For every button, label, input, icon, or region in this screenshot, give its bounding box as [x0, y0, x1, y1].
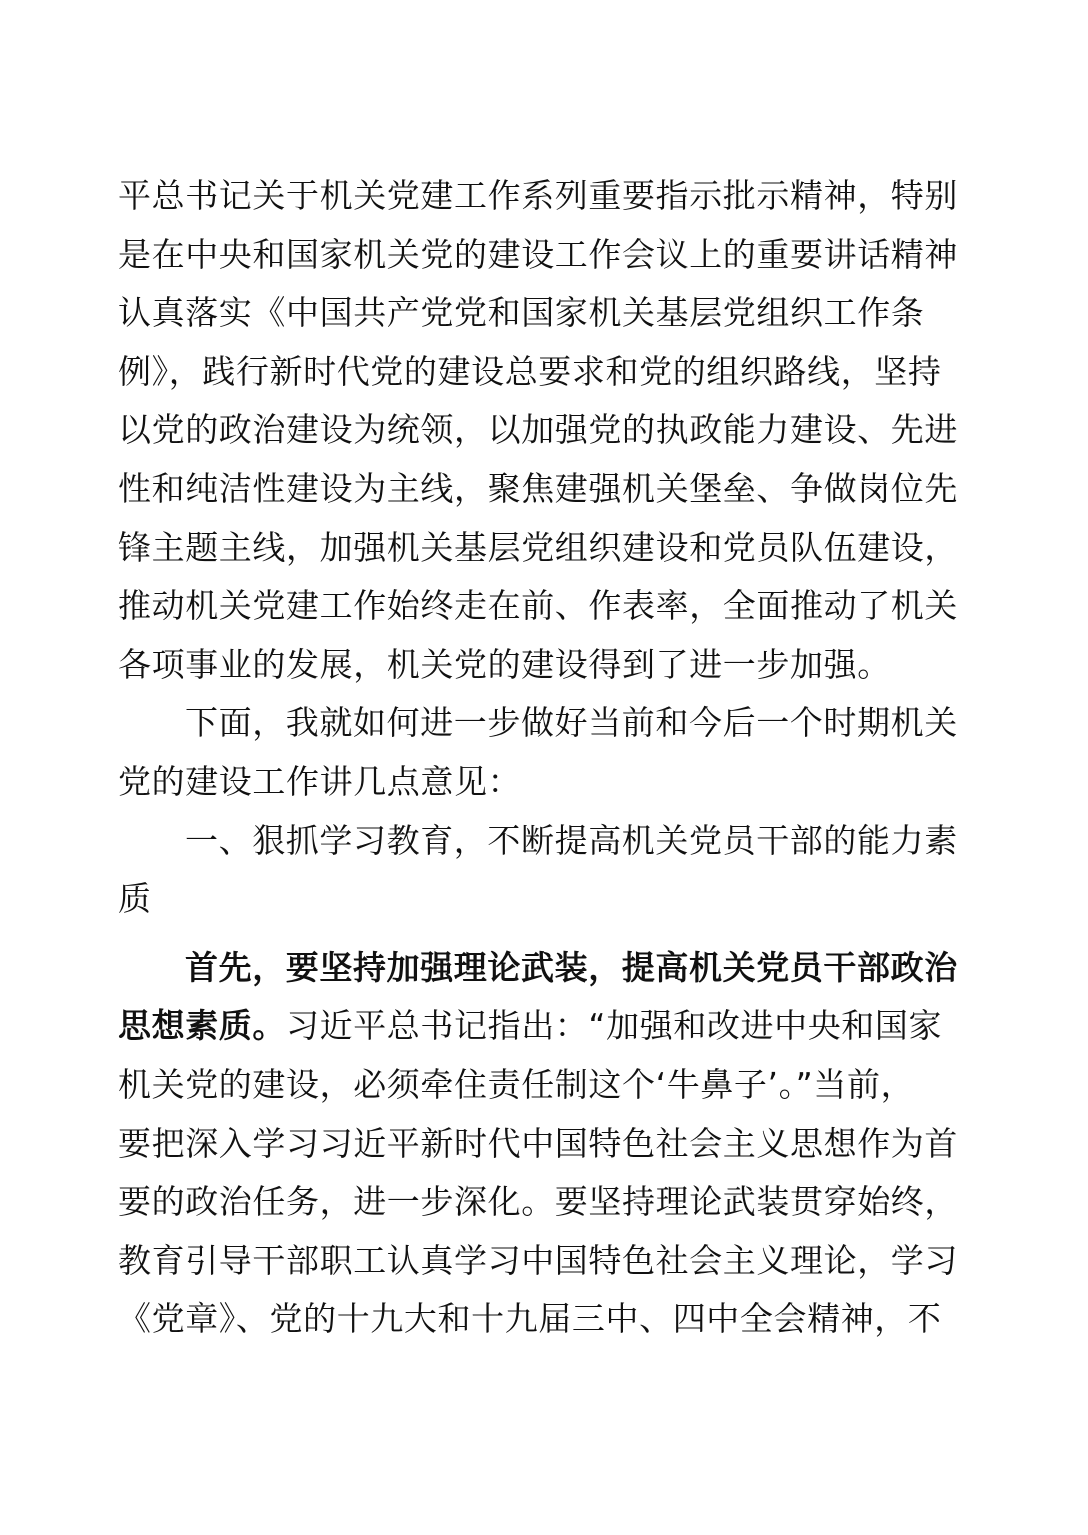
section-heading: 一、狠抓学习教育，不断提高机关党员干部的能力素 [185, 820, 958, 860]
body-line: 以党的政治建设为统领，以加强党的执政能力建设、先进 [118, 410, 958, 450]
document-body [118, 167, 1008, 1349]
paragraph-first-line: 下面，我就如何进一步做好当前和今后一个时期机关 [185, 703, 958, 743]
body-line-mixed [118, 997, 1008, 1056]
body-line: 要把深入学习习近平新时代中国特色社会主义思想作为首 [118, 1123, 958, 1163]
bold-lead-sentence: 首先，要坚持加强理论武装，提高机关党员干部政治 [185, 947, 958, 987]
body-line: 各项事业的发展，机关党的建设得到了进一步加强。 [118, 644, 891, 684]
body-line: 平总书记关于机关党建工作系列重要指示批示精神，特别 [118, 176, 958, 215]
body-line: 认真落实《中国共产党党和国家机关基层党组织工作条 [118, 293, 925, 333]
body-line: 要的政治任务，进一步深化。要坚持理论武装贯穿始终， [118, 1182, 958, 1222]
body-line: 锋主题主线，加强机关基层党组织建设和党员队伍建设， [118, 527, 958, 567]
bold-lead-sentence-end: 思想素质。 [118, 1006, 286, 1046]
body-line: 党的建设工作讲几点意见： [118, 761, 522, 801]
body-line: 例》，践行新时代党的建设总要求和党的组织路线，坚持 [118, 351, 942, 391]
quote-intro: 习近平总书记指出：“加强和改进中央和国家 [286, 1006, 943, 1046]
body-line: 《党章》、党的十九大和十九届三中、四中全会精神，不 [118, 1299, 942, 1339]
body-line: 性和纯洁性建设为主线，聚焦建强机关堡垒、争做岗位先 [118, 468, 958, 508]
body-line: 推动机关党建工作始终走在前、作表率，全面推动了机关 [118, 586, 958, 626]
body-line: 教育引导干部职工认真学习中国特色社会主义理论，学习 [118, 1240, 958, 1280]
body-line: 机关党的建设，必须牵住责任制这个‘牛鼻子’。”当前， [118, 1064, 915, 1104]
section-heading-continuation: 质 [118, 879, 152, 919]
body-line: 是在中央和国家机关党的建设工作会议上的重要讲话精神 [118, 234, 958, 274]
